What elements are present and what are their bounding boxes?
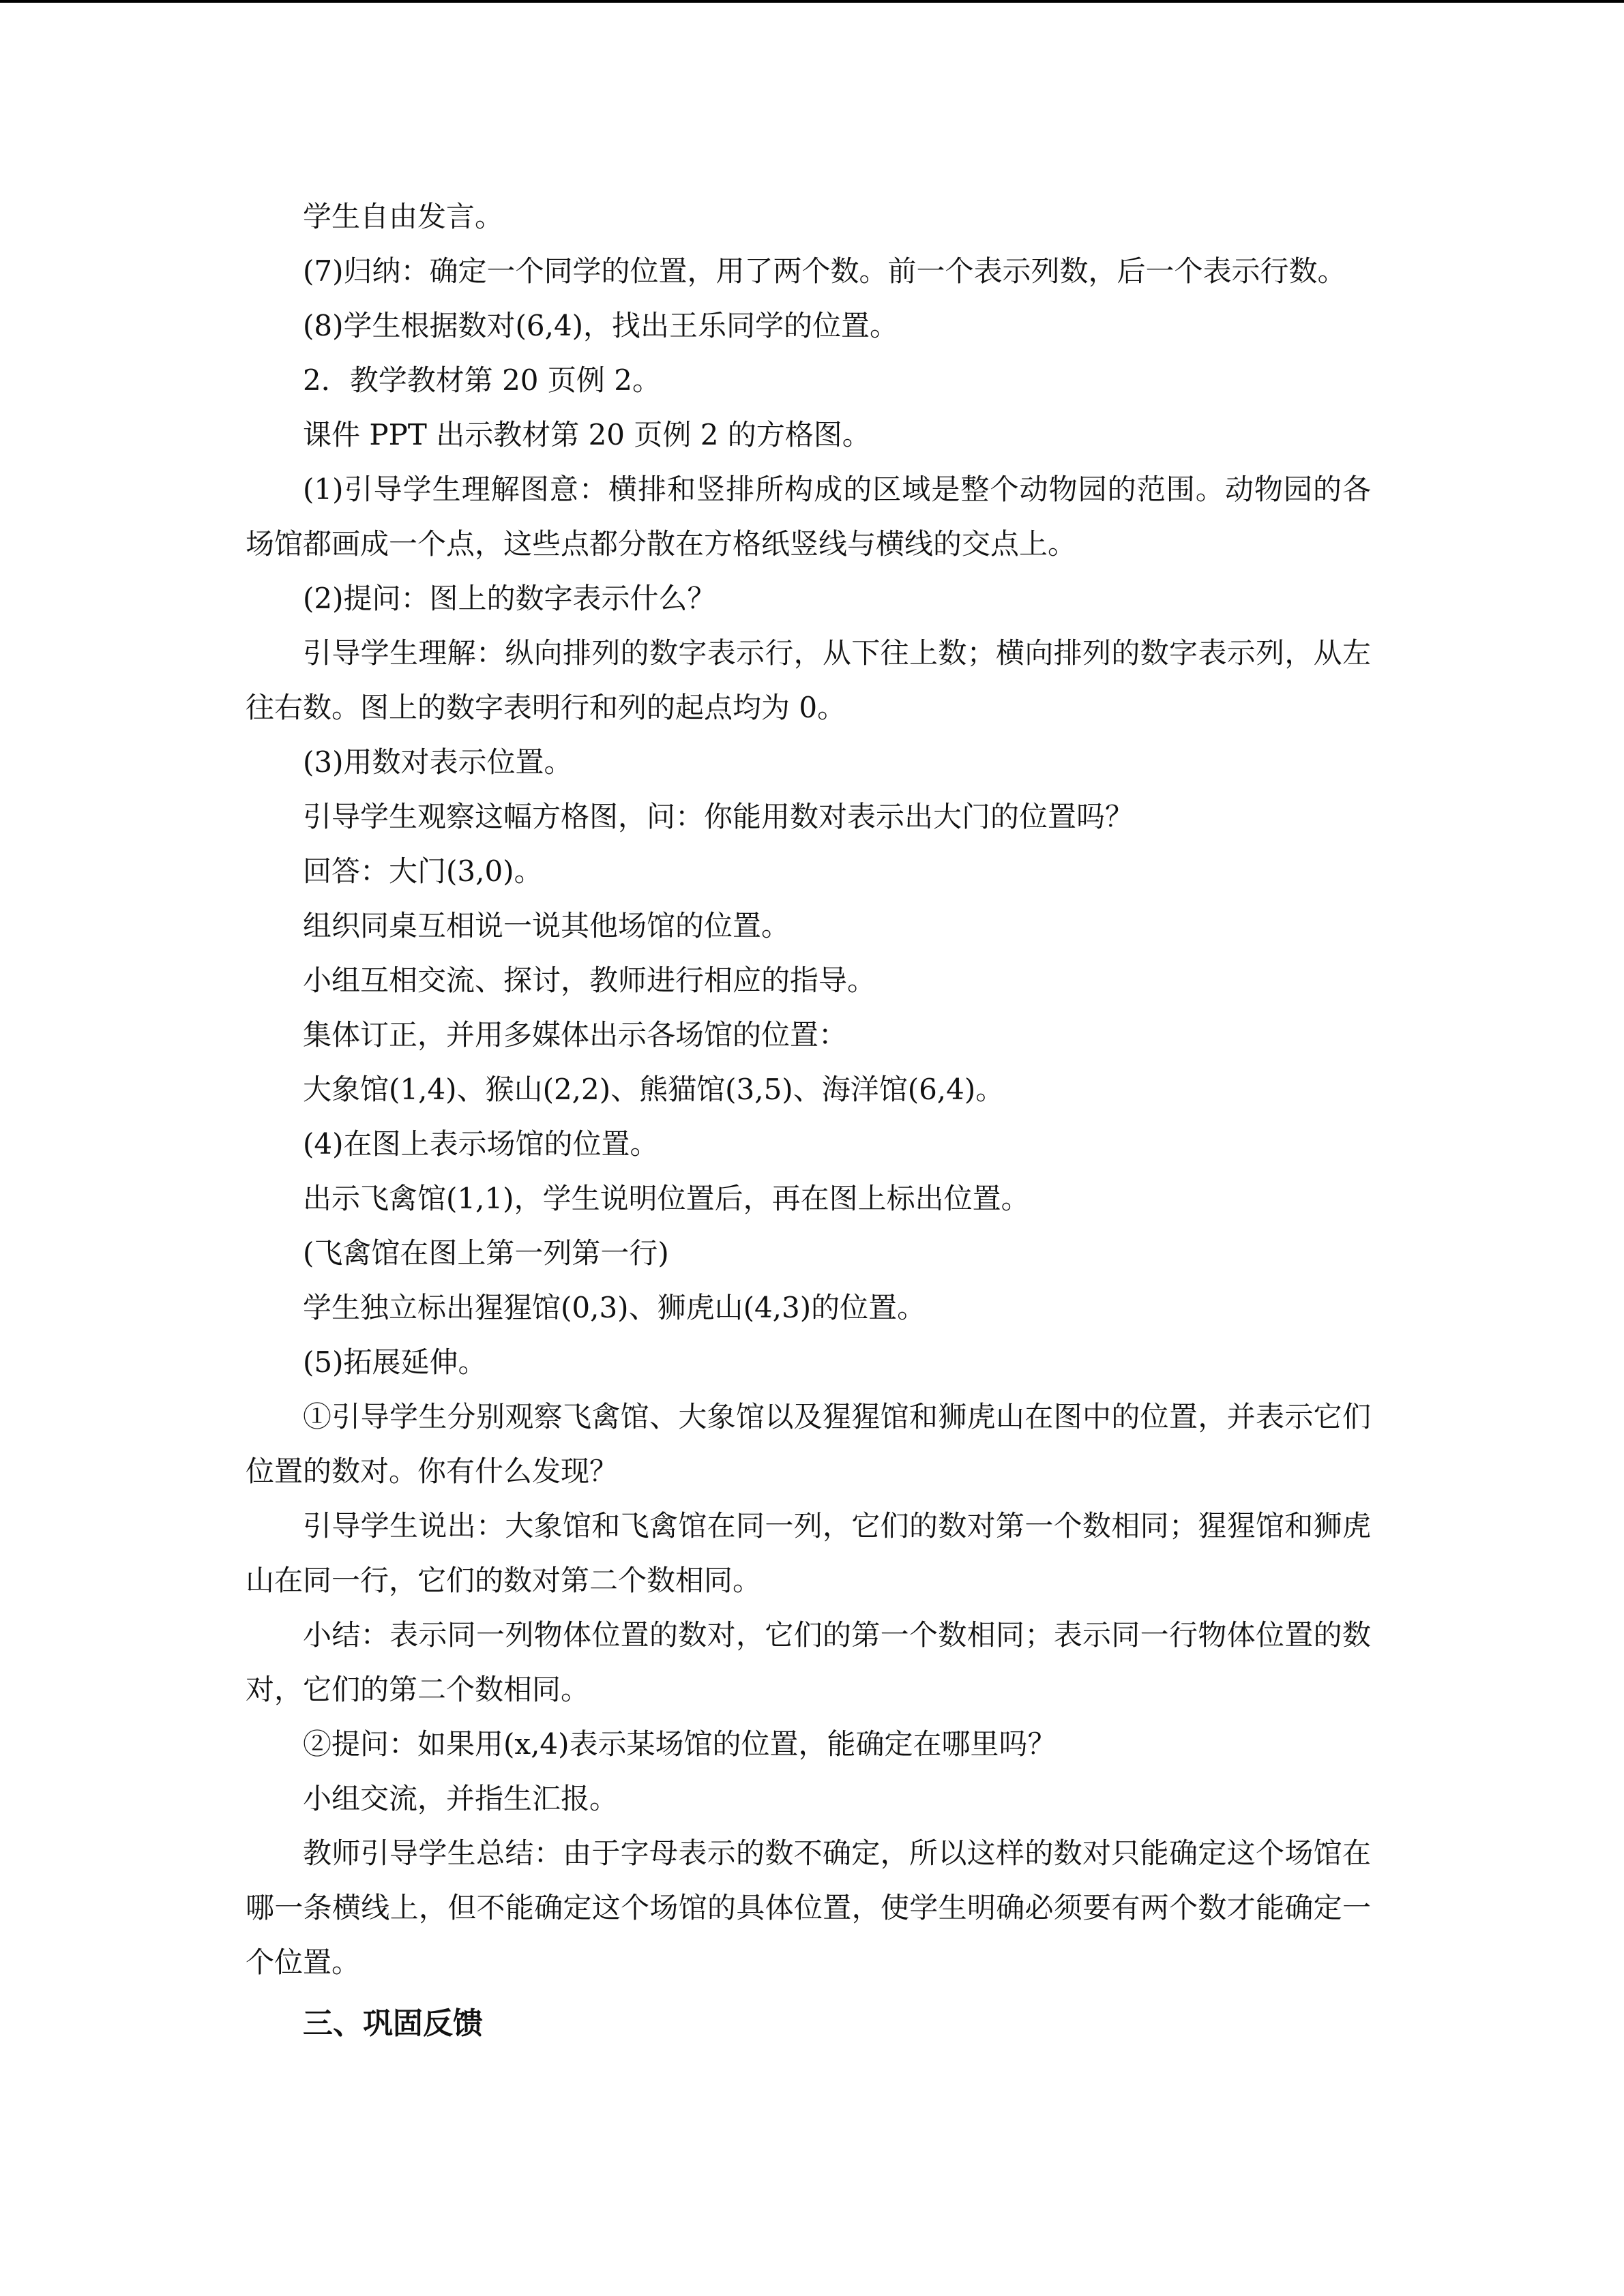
paragraph: 学生自由发言。 [303,200,504,233]
top-border-line [0,0,1624,3]
paragraph: 引导学生说出：大象馆和飞禽馆在同一列，它们的数对第一个数相同；猩猩馆和狮虎山在同一行，它们的数对第二个数相同。 [246,1509,1371,1597]
paragraph: 课件 PPT 出示教材第 20 页例 2 的方格图。 [303,418,871,451]
paragraph: 回答：大门(3,0)。 [303,854,543,888]
paragraph: (1)引导学生理解图意：横排和竖排所构成的区域是整个动物园的范围。动物园的各场馆都画成一个点，这些点都分散在方格纸竖线与横线的交点上。 [246,473,1371,561]
paragraph: (4)在图上表示场馆的位置。 [303,1127,659,1161]
paragraph: 组织同桌互相说一说其他场馆的位置。 [303,909,791,942]
paragraph: 教师引导学生总结：由于字母表示的数不确定，所以这样的数对只能确定这个场馆在哪一条横线上，但不能确定这个场馆的具体位置，使学生明确必须要有两个数才能确定一个位置。 [246,1836,1371,1979]
paragraph: 引导学生理解：纵向排列的数字表示行，从下往上数；横向排列的数字表示列，从左往右数。图上的数字表明行和列的起点均为 0。 [246,636,1371,724]
paragraph: 2．教学教材第 20 页例 2。 [303,363,661,397]
paragraph: 学生独立标出猩猩馆(0,3)、狮虎山(4,3)的位置。 [303,1291,926,1324]
paragraph: 集体订正，并用多媒体出示各场馆的位置： [303,1018,848,1052]
paragraph: 小组交流，并指生汇报。 [303,1782,619,1815]
paragraph: 引导学生观察这幅方格图，问：你能用数对表示出大门的位置吗？ [303,800,1134,833]
paragraph: (8)学生根据数对(6,4)，找出王乐同学的位置。 [303,309,899,342]
paragraph: 出示飞禽馆(1,1)，学生说明位置后，再在图上标出位置。 [303,1182,1030,1215]
paragraph: ①引导学生分别观察飞禽馆、大象馆以及猩猩馆和狮虎山在图中的位置，并表示它们位置的数对。你有什么发现？ [246,1400,1371,1488]
paragraph: (飞禽馆在图上第一列第一行) [303,1236,669,1270]
paragraph: (3)用数对表示位置。 [303,745,573,779]
paragraph: 小结：表示同一列物体位置的数对，它们的第一个数相同；表示同一行物体位置的数对，它们的第二个数相同。 [246,1618,1371,1706]
paragraph: (5)拓展延伸。 [303,1345,487,1379]
paragraph: (2)提问：图上的数字表示什么？ [303,582,716,615]
paragraph: (7)归纳：确定一个同学的位置，用了两个数。前一个表示列数，后一个表示行数。 [303,254,1346,288]
document-body [246,190,1371,2053]
paragraph: 大象馆(1,4)、猴山(2,2)、熊猫馆(3,5)、海洋馆(6,4)。 [303,1073,1005,1106]
section-heading: 三、巩固反馈 [303,2006,483,2041]
paragraph: ②提问：如果用(x,4)表示某场馆的位置，能确定在哪里吗？ [303,1727,1057,1761]
paragraph: 小组互相交流、探讨，教师进行相应的指导。 [303,964,876,997]
